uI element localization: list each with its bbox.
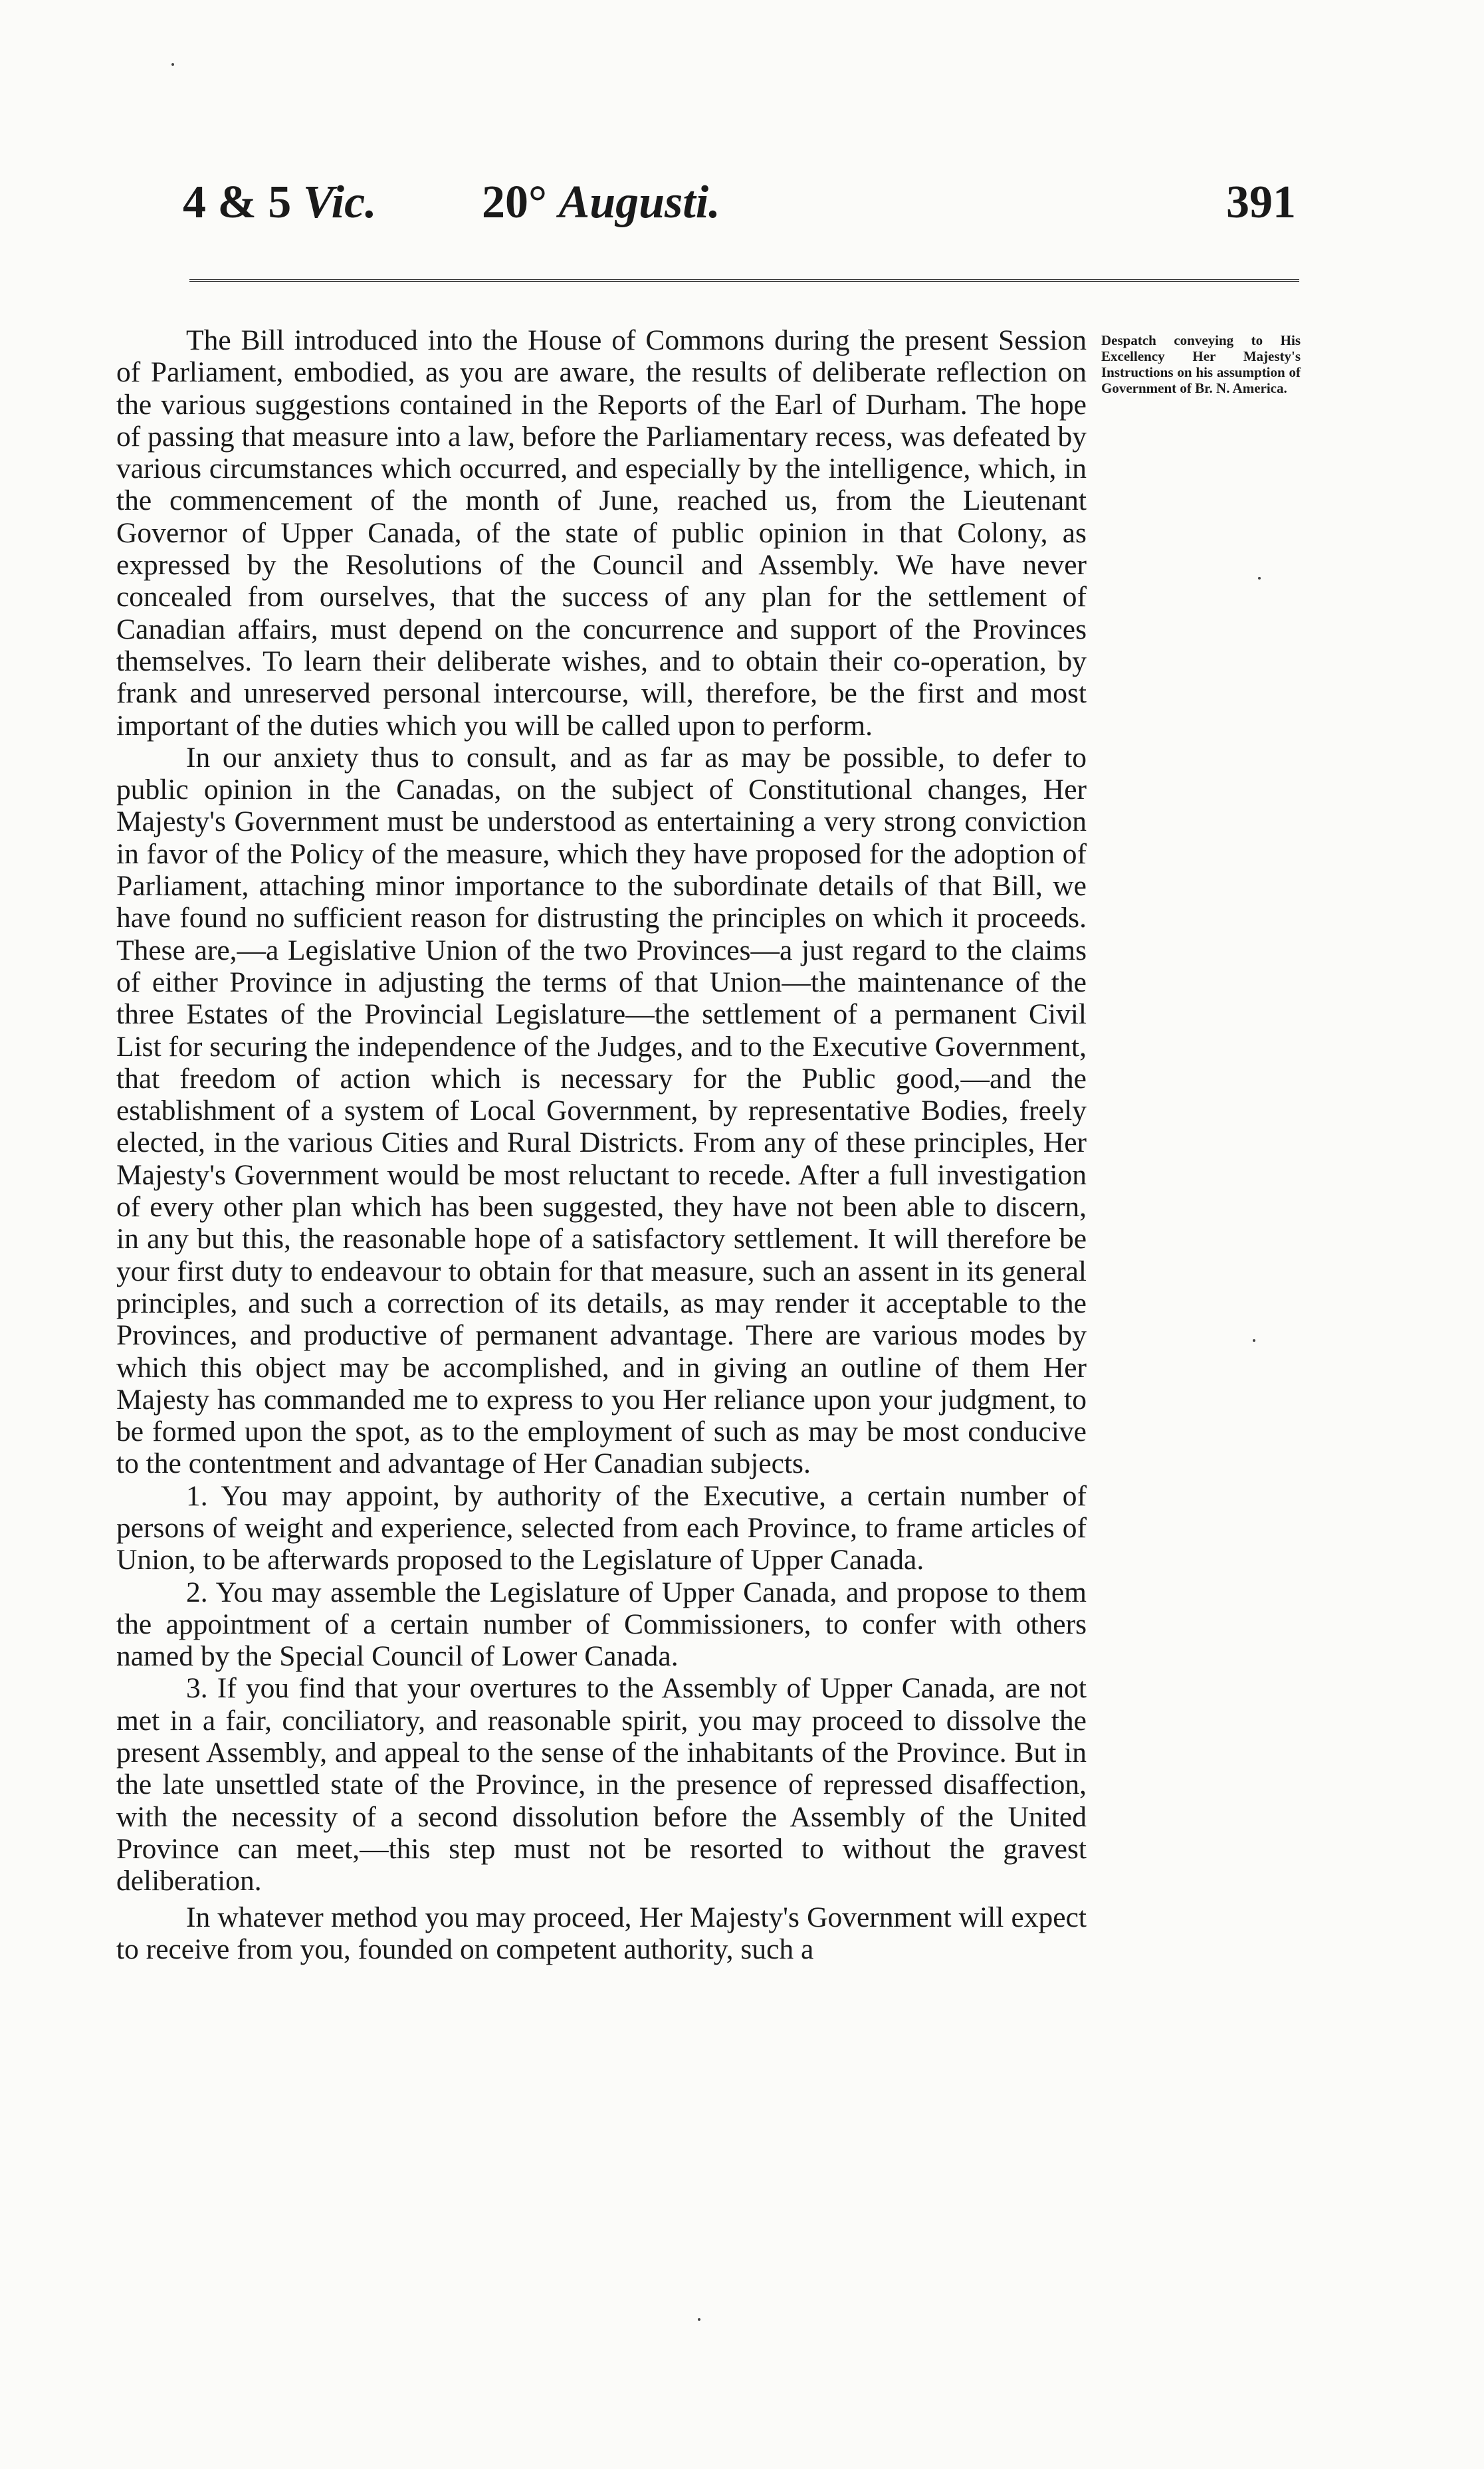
header-rule	[189, 279, 1299, 282]
page-number: 391	[1226, 177, 1296, 228]
margin-note: Despatch conveying to His Excellency Her Majesty's Instructions on his assumption of Government of Br. N. America.	[1101, 332, 1301, 396]
paper-speck	[171, 63, 174, 66]
paper-speck	[698, 2318, 700, 2321]
header-date: 20° Augusti.	[482, 177, 720, 228]
list-item: 1. You may appoint, by authority of the Executive, a certain number of persons of weight and experience, selected from each Province, to frame articles of Union, to be afterwards proposed to the Legislature of Upper Canada.	[116, 1479, 1087, 1576]
body-text	[116, 324, 1087, 1965]
header-regnal-year: 4 & 5 Vic.	[183, 177, 377, 228]
running-header	[169, 176, 1306, 236]
paragraph: In whatever method you may proceed, Her Majesty's Government will expect to receive from you, founded on competent authority, such a	[116, 1901, 1087, 1965]
list-item: 3. If you find that your overtures to the Assembly of Upper Canada, are not met in a fair, conciliatory, and reasonable spirit, you may proceed to dissolve the present Assembly, and appeal to the sense of the inhabitants of the Province. But in the late unsettled state of the Province, in the presence of repressed disaffection, with the necessity of a second dissolution before the Assembly of the United Province can meet,—this step must not be resorted to without the gravest deliberation.	[116, 1672, 1087, 1897]
list-item: 2. You may assemble the Legislature of Upper Canada, and propose to them the appointment of a certain number of Commissioners, to confer with others named by the Special Council of Lower Canada.	[116, 1576, 1087, 1673]
paragraph: In our anxiety thus to consult, and as far as may be possible, to defer to public opinion in the Canadas, on the subject of Constitutional changes, Her Majesty's Government must be understood as entertaining a very strong conviction in favor of the Policy of the measure, which they have proposed for the adoption of Parliament, attaching minor importance to the subordinate details of that Bill, we have found no sufficient reason for distrusting the principles on which it proceeds. These are,—a Legislative Union of the two Provinces—a just regard to the claims of either Province in adjusting the terms of that Union—the maintenance of the three Estates of the Provincial Legislature—the settlement of a permanent Civil List for securing the independence of the Judges, and to the Executive Government, that freedom of action which is necessary for the Public good,—and the establishment of a system of Local Government, by representative Bodies, freely elected, in the various Cities and Rural Districts. From any of these principles, Her Majesty's Government would be most reluctant to recede. After a full investigation of every other plan which has been suggested, they have not been able to discern, in any but this, the reasonable hope of a satisfactory settlement. It will therefore be your first duty to endeavour to obtain for that measure, such an assent in its general principles, and such a correction of its details, as may render it acceptable to the Provinces, and productive of permanent advantage. There are various modes by which this object may be accomplished, and in giving an outline of them Her Majesty has commanded me to express to you Her reliance upon your judgment, to be formed upon the spot, as to the employment of such as may be most conducive to the contentment and advantage of Her Canadian subjects.	[116, 741, 1087, 1480]
paper-speck	[1253, 1339, 1255, 1342]
paper-speck	[1258, 577, 1261, 580]
paragraph: The Bill introduced into the House of Commons during the present Session of Parliament, embodied, as you are aware, the results of deliberate reflection on the various suggestions contained in the Reports of the Earl of Durham. The hope of passing that measure into a law, before the Parliamentary recess, was defeated by various circumstances which occurred, and especially by the intelligence, which, in the commencement of the month of June, reached us, from the Lieutenant Governor of Upper Canada, of the state of public opinion in that Colony, as expressed by the Resolutions of the Council and Assembly. We have never concealed from ourselves, that the success of any plan for the settlement of Canadian affairs, must depend on the concurrence and support of the Provinces themselves. To learn their deliberate wishes, and to obtain their co-operation, by frank and unreserved personal intercourse, will, therefore, be the first and most important of the duties which you will be called upon to perform.	[116, 324, 1087, 742]
